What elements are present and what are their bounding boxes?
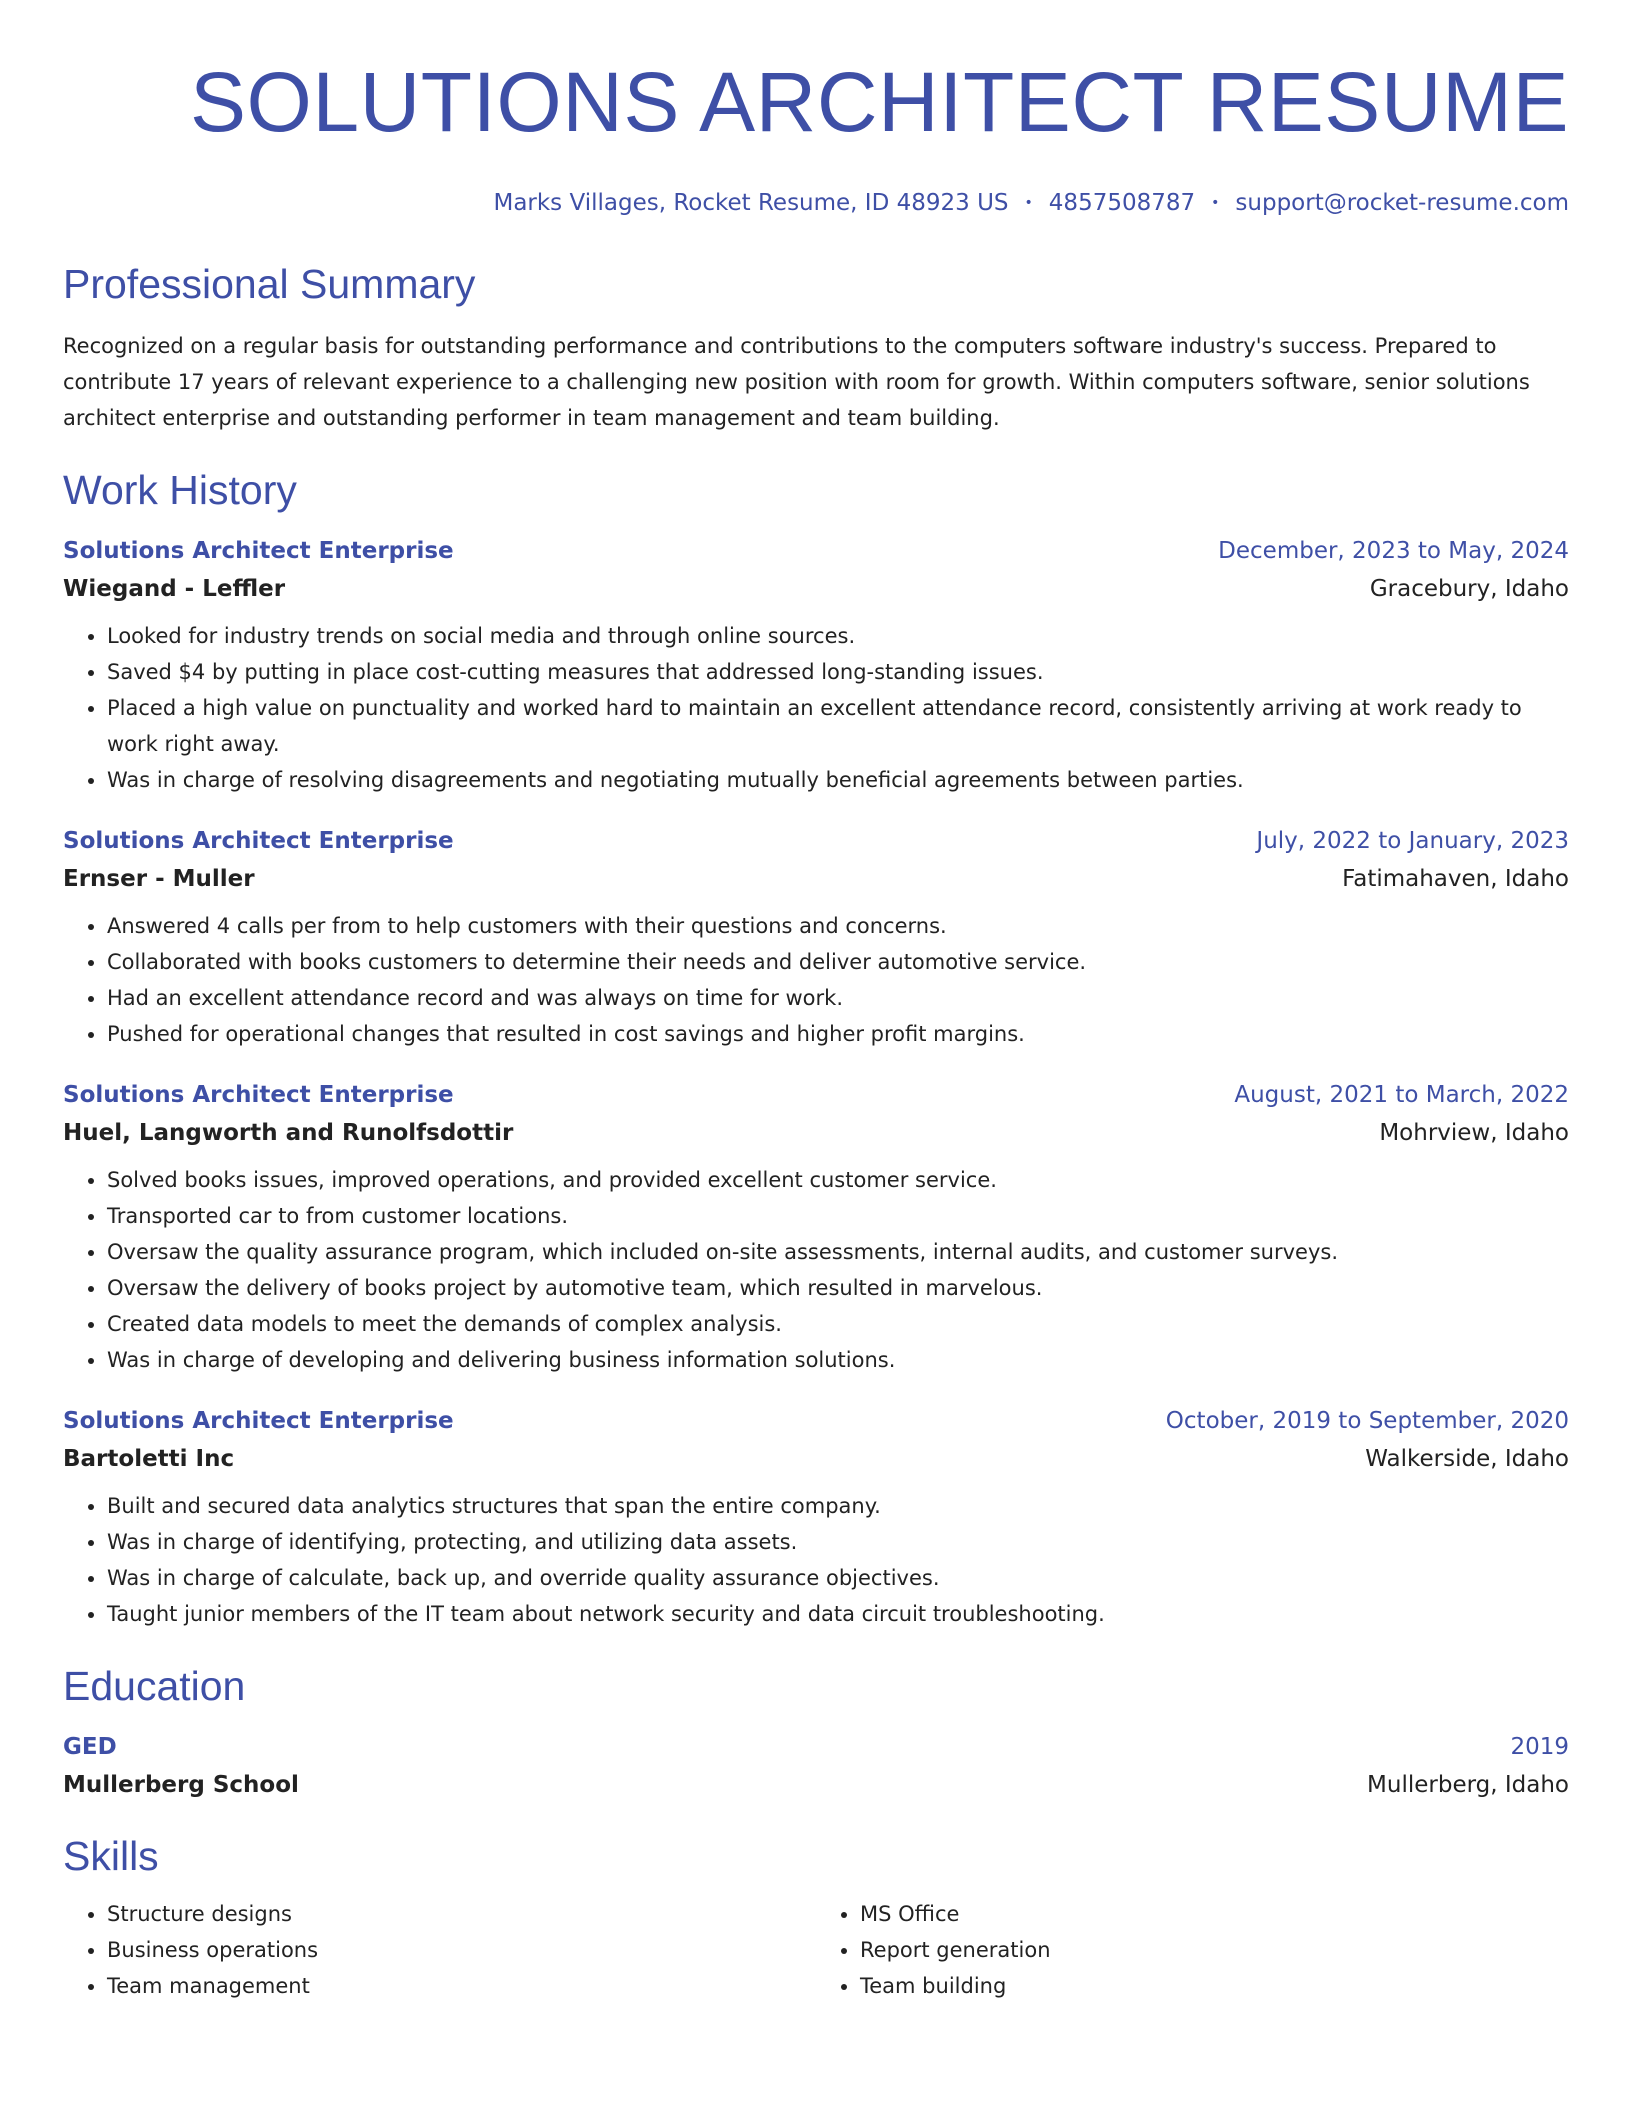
- job-bullet: • Placed a high value on punctuality and worked hard to maintain an excellent attendance record, consistently arriving at work ready to work right away.: [107, 690, 1569, 762]
- skill-item: • MS Office: [860, 1896, 1569, 1932]
- job-bullets: [63, 1162, 1569, 1378]
- job-bullet: • Created data models to meet the demands of complex analysis.: [107, 1306, 1569, 1342]
- job-company: Huel, Langworth and Runolfsdottir: [63, 1120, 514, 1146]
- skill-item: • Team management: [107, 1968, 816, 2004]
- summary-text: Recognized on a regular basis for outstanding performance and contributions to the computers software industry's success. Prepared to contribute 17 years of relevant experience to a challenging new position with room for growth. Within computers software, senior solutions architect enterprise and outstanding performer in team management and team building.: [63, 334, 1530, 430]
- work-history-heading: Work History: [63, 467, 297, 513]
- job-title: Solutions Architect Enterprise: [63, 1082, 454, 1108]
- job-entry: [63, 532, 1569, 798]
- job-company: Wiegand - Leffler: [63, 576, 286, 602]
- job-bullet: • Oversaw the delivery of books project by automotive team, which resulted in marvelous.: [107, 1270, 1569, 1306]
- job-dates: December, 2023 to May, 2024: [1218, 538, 1569, 564]
- resume-title: SOLUTIONS ARCHITECT RESUME: [190, 55, 1569, 149]
- skill-item: • Business operations: [107, 1932, 816, 1968]
- skills-list-left: [63, 1896, 816, 2004]
- job-title: Solutions Architect Enterprise: [63, 538, 454, 564]
- job-dates: October, 2019 to September, 2020: [1165, 1408, 1569, 1434]
- job-bullet: • Solved books issues, improved operations, and provided excellent customer service.: [107, 1162, 1569, 1198]
- summary-heading: Professional Summary: [63, 261, 476, 307]
- skills-section: [63, 1830, 1569, 2004]
- job-bullet: • Pushed for operational changes that resulted in cost savings and higher profit margins.: [107, 1016, 1569, 1052]
- separator-dot: •: [1024, 195, 1033, 211]
- job-bullet: • Looked for industry trends on social media and through online sources.: [107, 618, 1569, 654]
- job-bullet: • Was in charge of developing and delivering business information solutions.: [107, 1342, 1569, 1378]
- job-dates: July, 2022 to January, 2023: [1256, 828, 1569, 854]
- job-location: Fatimahaven, Idaho: [1342, 866, 1569, 892]
- job-bullets: [63, 908, 1569, 1052]
- job-bullets: [63, 618, 1569, 798]
- job-bullet: • Oversaw the quality assurance program, which included on-site assessments, internal audits, and customer surveys.: [107, 1234, 1569, 1270]
- skills-grid: [63, 1896, 1569, 2004]
- contact-address: Marks Villages, Rocket Resume, ID 48923 US: [493, 190, 1009, 216]
- contact-email: support@rocket-resume.com: [1235, 190, 1569, 216]
- job-bullet: • Was in charge of calculate, back up, and override quality assurance objectives.: [107, 1560, 1569, 1596]
- skill-item: • Team building: [860, 1968, 1569, 2004]
- skills-heading: Skills: [63, 1833, 159, 1879]
- separator-dot: •: [1211, 195, 1220, 211]
- job-bullet: • Taught junior members of the IT team about network security and data circuit troubleshooting.: [107, 1596, 1569, 1632]
- job-bullet: • Had an excellent attendance record and was always on time for work.: [107, 980, 1569, 1016]
- job-bullet: • Answered 4 calls per from to help customers with their questions and concerns.: [107, 908, 1569, 944]
- education-section: [63, 1660, 1569, 1804]
- job-company: Bartoletti Inc: [63, 1446, 235, 1472]
- skills-list-right: [816, 1896, 1569, 2004]
- contact-line: [63, 188, 1569, 218]
- skill-item: • Report generation: [860, 1932, 1569, 1968]
- education-year: 2019: [1510, 1734, 1569, 1760]
- education-entry: [63, 1728, 1569, 1804]
- work-history-section: [63, 464, 1569, 1632]
- contact-phone: 4857508787: [1048, 190, 1196, 216]
- skill-item: • Structure designs: [107, 1896, 816, 1932]
- education-school: Mullerberg School: [63, 1772, 299, 1798]
- job-location: Gracebury, Idaho: [1369, 576, 1569, 602]
- job-bullet: • Saved $4 by putting in place cost-cutting measures that addressed long-standing issues.: [107, 654, 1569, 690]
- job-company: Ernser - Muller: [63, 866, 255, 892]
- job-bullet: • Collaborated with books customers to determine their needs and deliver automotive service.: [107, 944, 1569, 980]
- job-dates: August, 2021 to March, 2022: [1234, 1082, 1569, 1108]
- job-bullet: • Transported car to from customer locations.: [107, 1198, 1569, 1234]
- education-heading: Education: [63, 1663, 246, 1709]
- job-bullet: • Was in charge of resolving disagreements and negotiating mutually beneficial agreements between parties.: [107, 762, 1569, 798]
- job-location: Mohrview, Idaho: [1379, 1120, 1569, 1146]
- summary-section: [63, 258, 1569, 436]
- education-degree: GED: [63, 1734, 117, 1760]
- job-title: Solutions Architect Enterprise: [63, 828, 454, 854]
- job-bullets: [63, 1488, 1569, 1632]
- job-entry: [63, 1076, 1569, 1378]
- job-location: Walkerside, Idaho: [1365, 1446, 1569, 1472]
- job-bullet: • Was in charge of identifying, protecting, and utilizing data assets.: [107, 1524, 1569, 1560]
- job-bullet: • Built and secured data analytics structures that span the entire company.: [107, 1488, 1569, 1524]
- job-title: Solutions Architect Enterprise: [63, 1408, 454, 1434]
- education-location: Mullerberg, Idaho: [1367, 1772, 1569, 1798]
- job-entry: [63, 1402, 1569, 1632]
- job-entry: [63, 822, 1569, 1052]
